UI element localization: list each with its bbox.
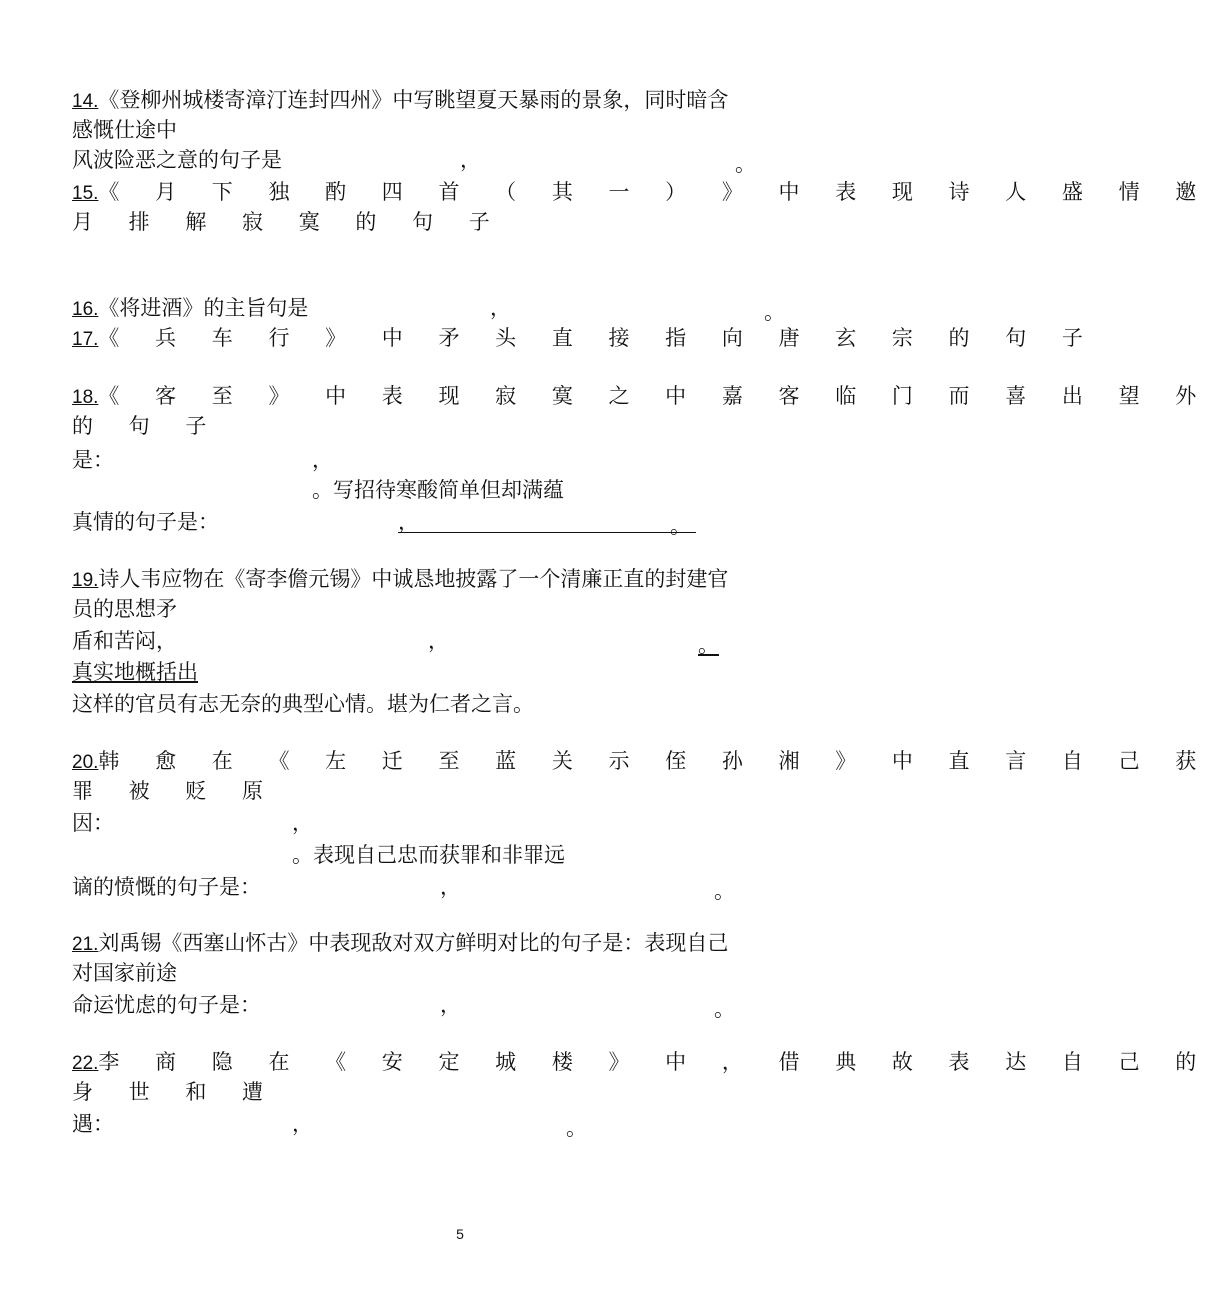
answer-blank-line bbox=[398, 508, 696, 538]
question-22-line-3: 遇： bbox=[72, 1112, 114, 1136]
question-text: 《 客 至 》 中 表 现 寂 寞 之 中 嘉 客 临 门 而 喜 出 望 外 bbox=[98, 384, 1211, 408]
question-20-line-4: 。表现自己忠而获罪和非罪远 bbox=[292, 843, 565, 867]
blank-period: 。 bbox=[714, 879, 735, 903]
blank-comma: ， bbox=[428, 629, 449, 653]
question-text: 诗人韦应物在《寄李儋元锡》中诚恳地披露了一个清廉正直的封建官 bbox=[98, 567, 729, 591]
blank-comma: ， bbox=[312, 448, 333, 472]
question-19-line-2: 员的思想矛 bbox=[72, 597, 177, 621]
blank-period: 。 bbox=[714, 997, 735, 1021]
question-18-line-3: 是： bbox=[72, 448, 114, 472]
question-18-line-4: 。写招待寒酸简单但却满蕴 bbox=[312, 478, 564, 502]
question-14-line-2: 感慨仕途中 bbox=[72, 118, 177, 142]
page-number: 5 bbox=[456, 1226, 464, 1242]
blank-period: 。 bbox=[764, 300, 785, 324]
question-22-line-2: 身 世 和 遭 bbox=[72, 1080, 278, 1104]
question-18-line-5: 真情的句子是： bbox=[72, 510, 219, 534]
question-number: 22. bbox=[72, 1053, 99, 1074]
question-number: 15. bbox=[72, 183, 99, 204]
question-18-line-1 bbox=[72, 382, 1211, 412]
question-19-line-5: 这样的官员有志无奈的典型心情。堪为仁者之言。 bbox=[72, 692, 534, 716]
question-number: 17. bbox=[72, 329, 99, 350]
question-number: 19. bbox=[72, 570, 99, 591]
question-22-line-1 bbox=[72, 1048, 1211, 1078]
question-16-line-1 bbox=[72, 294, 308, 324]
blank-comma: ， bbox=[460, 148, 481, 172]
question-14-line-1 bbox=[72, 86, 728, 116]
question-number: 21. bbox=[72, 934, 99, 955]
question-19-line-3: 盾和苦闷， bbox=[72, 629, 177, 653]
blank-comma: ， bbox=[440, 875, 461, 899]
blank-comma: ， bbox=[440, 993, 461, 1017]
question-text: 刘禹锡《西塞山怀古》中表现敌对双方鲜明对比的句子是：表现自己 bbox=[98, 931, 729, 955]
question-15-line-2: 月 排 解 寂 寞 的 句 子 bbox=[72, 210, 505, 234]
blank-period: 。 bbox=[670, 514, 691, 538]
question-number: 18. bbox=[72, 387, 99, 408]
question-number: 16. bbox=[72, 299, 99, 320]
question-text: 韩 愈 在 《 左 迁 至 蓝 关 示 侄 孙 湘 》 中 直 言 自 己 获 bbox=[98, 749, 1211, 773]
question-21-line-2: 对国家前途 bbox=[72, 961, 177, 985]
question-number: 14. bbox=[72, 91, 99, 112]
blank-comma: ， bbox=[292, 1112, 313, 1136]
question-text: 《将进酒》的主旨句是 bbox=[98, 296, 309, 320]
question-17-line-1 bbox=[72, 324, 1097, 354]
question-text: 《 月 下 独 酌 四 首 （ 其 一 ） 》 中 表 现 诗 人 盛 情 邀 bbox=[98, 180, 1211, 204]
question-21-line-3: 命运忧虑的句子是： bbox=[72, 993, 261, 1017]
question-text: 《 兵 车 行 》 中 矛 头 直 接 指 向 唐 玄 宗 的 句 子 bbox=[98, 326, 1098, 350]
blank-comma: ， bbox=[398, 510, 419, 534]
blank-period: 。 bbox=[698, 633, 719, 657]
blank-period: 。 bbox=[735, 152, 756, 176]
question-text: 《登柳州城楼寄漳汀连封四州》中写眺望夏天暴雨的景象，同时暗含 bbox=[98, 88, 729, 112]
question-14-line-3: 风波险恶之意的句子是 bbox=[72, 148, 282, 172]
question-18-line-2: 的 句 子 bbox=[72, 414, 221, 438]
blank-comma: ， bbox=[490, 296, 511, 320]
question-19-line-4: 真实地概括出 bbox=[72, 660, 198, 684]
question-20-line-2: 罪 被 贬 原 bbox=[72, 779, 278, 803]
question-19-line-1 bbox=[72, 565, 728, 595]
question-21-line-1 bbox=[72, 929, 728, 959]
question-number: 20. bbox=[72, 752, 99, 773]
question-20-line-5: 谪的愤慨的句子是： bbox=[72, 875, 261, 899]
blank-period: 。 bbox=[566, 1116, 587, 1140]
question-20-line-3: 因： bbox=[72, 811, 114, 835]
question-15-line-1 bbox=[72, 178, 1211, 208]
question-20-line-1 bbox=[72, 747, 1211, 777]
question-text: 李 商 隐 在 《 安 定 城 楼 》 中 ， 借 典 故 表 达 自 己 的 bbox=[98, 1050, 1211, 1074]
blank-comma: ， bbox=[292, 811, 313, 835]
